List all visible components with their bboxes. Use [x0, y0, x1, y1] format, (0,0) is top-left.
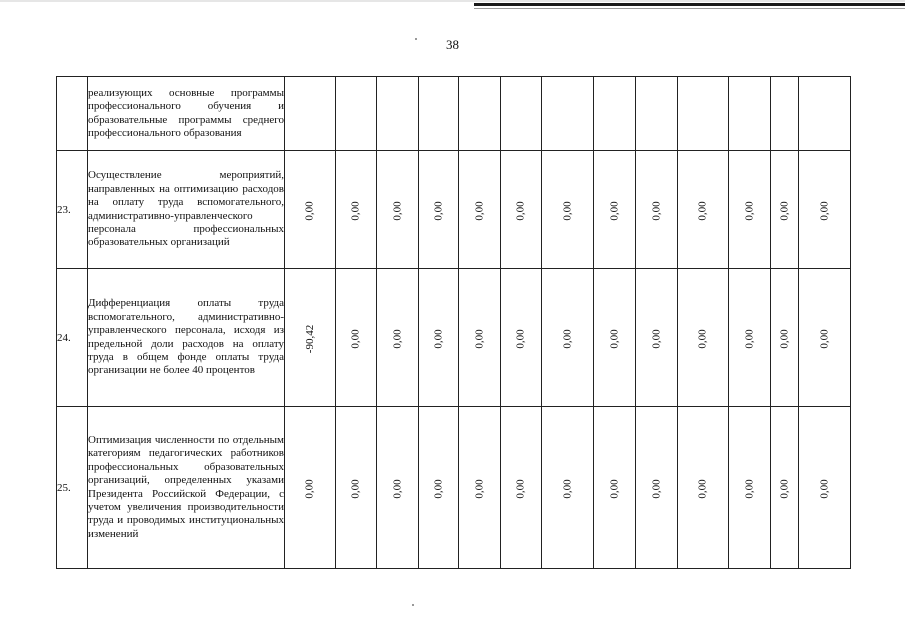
value-text: 0,00	[350, 478, 362, 499]
value-cell	[542, 77, 594, 151]
value-text: 0,00	[818, 478, 831, 499]
value-text: 0,00	[561, 328, 574, 349]
value-cell	[678, 151, 729, 269]
value-cell	[636, 77, 678, 151]
scan-speck	[412, 604, 414, 606]
value-cell	[594, 407, 636, 569]
value-cell	[285, 151, 336, 269]
value-text: 0,00	[473, 328, 486, 349]
value-cell	[285, 269, 336, 407]
value-cell	[501, 407, 542, 569]
table-row	[57, 407, 851, 569]
value-text: 0,00	[650, 328, 663, 349]
row-description: Оптимизация численности по отдельным категориям педагогических работников профессиональных образовательных организаций, определенных указами Президента Российской Федерации, с учетом увеличения производительности труда и проводимых институциональных изменений	[88, 407, 285, 569]
scan-speck	[415, 38, 417, 40]
value-text: 0,00	[350, 200, 362, 221]
value-cell	[594, 151, 636, 269]
value-cell	[636, 269, 678, 407]
value-text: 0,00	[650, 478, 663, 499]
value-cell	[678, 407, 729, 569]
value-cell	[419, 77, 459, 151]
value-cell	[729, 77, 771, 151]
value-text: 0,00	[304, 478, 316, 499]
value-cell	[729, 407, 771, 569]
value-text: 0,00	[561, 478, 574, 499]
row-number: 23.	[57, 151, 88, 269]
value-cell	[459, 77, 501, 151]
value-cell	[729, 151, 771, 269]
value-text: 0,00	[778, 328, 791, 349]
value-text: 0,00	[697, 328, 709, 349]
value-cell	[377, 77, 419, 151]
value-text: 0,00	[818, 200, 831, 221]
budget-table	[56, 76, 851, 569]
value-text: 0,00	[473, 200, 486, 221]
value-text: 0,00	[391, 328, 404, 349]
value-text: 0,00	[818, 328, 831, 349]
value-cell	[771, 407, 799, 569]
value-text: 0,00	[743, 478, 756, 499]
value-text: 0,00	[391, 478, 404, 499]
value-text: 0,00	[432, 478, 445, 499]
value-text: -90,42	[303, 324, 316, 353]
value-text: 0,00	[778, 478, 791, 499]
value-cell	[419, 407, 459, 569]
value-cell	[542, 269, 594, 407]
value-cell	[336, 407, 377, 569]
value-text: 0,00	[304, 200, 316, 221]
value-text: 0,00	[608, 478, 621, 499]
table-row	[57, 151, 851, 269]
value-text: 0,00	[608, 200, 621, 221]
value-text: 0,00	[608, 328, 621, 349]
value-cell	[501, 77, 542, 151]
value-cell	[799, 407, 851, 569]
value-text: 0,00	[650, 200, 663, 221]
value-cell	[771, 151, 799, 269]
value-cell	[377, 407, 419, 569]
table-row	[57, 77, 851, 151]
row-description: Дифференциация оплаты труда вспомогательного, административно-управленческого персонала, исходя из предельной доли расходов на оплату труда в общем фонде оплаты труда организации не более 40 процентов	[88, 269, 285, 407]
value-cell	[336, 269, 377, 407]
value-text: 0,00	[778, 200, 791, 221]
value-text: 0,00	[515, 478, 527, 499]
value-cell	[336, 77, 377, 151]
value-text: 0,00	[743, 328, 756, 349]
value-cell	[501, 269, 542, 407]
row-number: 24.	[57, 269, 88, 407]
value-cell	[542, 407, 594, 569]
row-description: Осуществление мероприятий, направленных на оптимизацию расходов на оплату труда вспомогательного, административно-управленческого персонала профессиональных образовательных организаций	[88, 151, 285, 269]
page-number: 38	[446, 37, 459, 52]
value-text: 0,00	[561, 200, 574, 221]
value-cell	[799, 151, 851, 269]
value-cell	[336, 151, 377, 269]
value-cell	[377, 151, 419, 269]
value-cell	[285, 77, 336, 151]
value-text: 0,00	[473, 478, 486, 499]
value-text: 0,00	[515, 200, 527, 221]
value-cell	[459, 269, 501, 407]
row-number	[57, 77, 88, 151]
value-cell	[799, 269, 851, 407]
value-cell	[594, 77, 636, 151]
value-text: 0,00	[743, 200, 756, 221]
value-cell	[377, 269, 419, 407]
value-cell	[419, 151, 459, 269]
value-cell	[419, 269, 459, 407]
header-rule	[474, 3, 905, 6]
value-text: 0,00	[432, 328, 445, 349]
value-text: 0,00	[391, 200, 404, 221]
value-cell	[799, 77, 851, 151]
scan-edge	[0, 0, 905, 2]
value-cell	[459, 407, 501, 569]
value-cell	[771, 269, 799, 407]
value-cell	[501, 151, 542, 269]
value-cell	[594, 269, 636, 407]
header-rule-thin	[474, 8, 905, 9]
row-description: реализующих основные программы профессионального обучения и образовательные программы среднего профессионального образования	[88, 77, 285, 151]
value-cell	[678, 77, 729, 151]
value-cell	[729, 269, 771, 407]
value-text: 0,00	[697, 200, 709, 221]
value-text: 0,00	[515, 328, 527, 349]
value-cell	[542, 151, 594, 269]
value-cell	[771, 77, 799, 151]
value-cell	[636, 151, 678, 269]
value-cell	[285, 407, 336, 569]
value-cell	[678, 269, 729, 407]
table-row	[57, 269, 851, 407]
value-cell	[636, 407, 678, 569]
value-cell	[459, 151, 501, 269]
value-text: 0,00	[697, 478, 709, 499]
value-text: 0,00	[432, 200, 445, 221]
value-text: 0,00	[350, 328, 362, 349]
row-number: 25.	[57, 407, 88, 569]
